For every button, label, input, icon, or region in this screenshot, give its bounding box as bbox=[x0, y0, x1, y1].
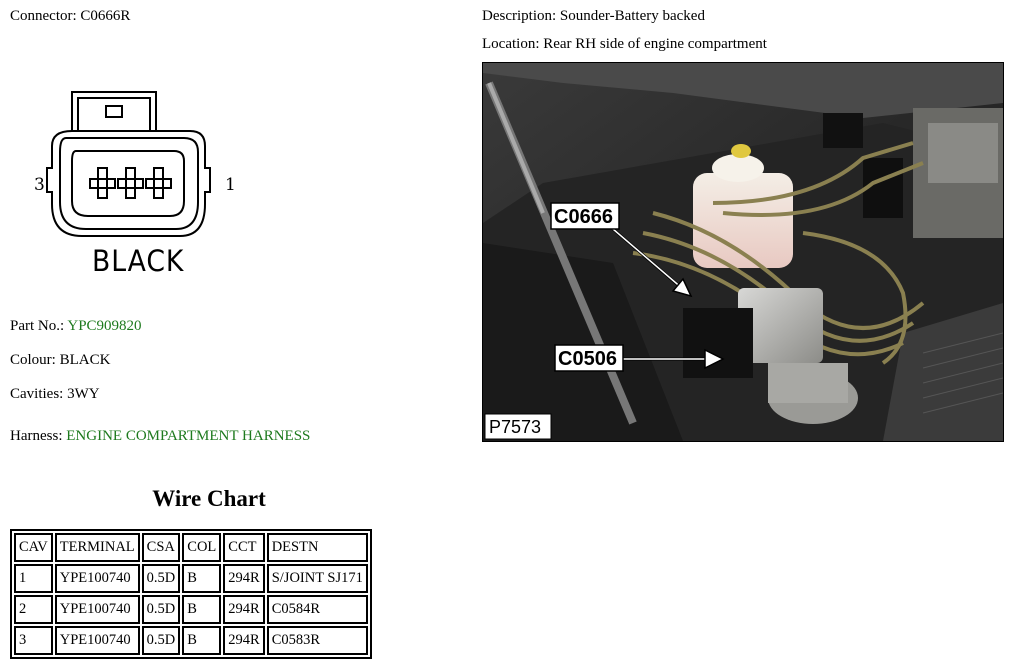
engine-compartment-photo bbox=[482, 62, 1004, 442]
cell-terminal: YPE100740 bbox=[55, 564, 140, 593]
colour-line bbox=[10, 352, 110, 369]
header-cct: CCT bbox=[223, 533, 264, 562]
description-value: Sounder-Battery backed bbox=[559, 8, 705, 24]
wire-chart-title: Wire Chart bbox=[152, 486, 266, 511]
photo-ref-label: P7573 bbox=[489, 417, 542, 437]
callout-c0506: C0506 bbox=[558, 348, 617, 370]
wire-chart-table bbox=[10, 529, 372, 659]
part-no-label: Part No.: bbox=[10, 318, 65, 334]
cell-col: B bbox=[182, 595, 221, 624]
header-cav: CAV bbox=[14, 533, 53, 562]
header-csa: CSA bbox=[142, 533, 181, 562]
connector-line bbox=[10, 8, 130, 25]
photo-illustration bbox=[483, 63, 1003, 441]
pin-3-label: 3 bbox=[34, 175, 45, 195]
header-terminal: TERMINAL bbox=[55, 533, 140, 562]
cell-cct: 294R bbox=[223, 595, 264, 624]
description-label: Description: bbox=[482, 8, 557, 24]
connector-color-label: BLACK bbox=[92, 244, 185, 278]
table-header-row bbox=[14, 533, 368, 562]
header-destn: DESTN bbox=[267, 533, 368, 562]
cell-terminal: YPE100740 bbox=[55, 595, 140, 624]
cell-col: B bbox=[182, 564, 221, 593]
cell-destn: S/JOINT SJ171 bbox=[267, 564, 368, 593]
location-value: Rear RH side of engine compartment bbox=[543, 36, 767, 52]
cell-csa: 0.5D bbox=[142, 595, 181, 624]
cavities-label: Cavities: bbox=[10, 386, 64, 402]
location-line bbox=[482, 36, 767, 53]
callout-c0666: C0666 bbox=[554, 206, 613, 228]
connector-value: C0666R bbox=[80, 8, 131, 24]
header-col: COL bbox=[182, 533, 221, 562]
harness-label: Harness: bbox=[10, 428, 63, 444]
location-label: Location: bbox=[482, 36, 540, 52]
cell-col: B bbox=[182, 626, 221, 655]
cavities-line bbox=[10, 386, 100, 403]
cell-csa: 0.5D bbox=[142, 564, 181, 593]
cell-csa: 0.5D bbox=[142, 626, 181, 655]
table-row bbox=[14, 595, 368, 624]
cell-terminal: YPE100740 bbox=[55, 626, 140, 655]
cell-cav: 2 bbox=[14, 595, 53, 624]
cell-cav: 3 bbox=[14, 626, 53, 655]
cell-destn: C0584R bbox=[267, 595, 368, 624]
part-no-value: YPC909820 bbox=[67, 318, 142, 334]
connector-label: Connector: bbox=[10, 8, 77, 24]
colour-value: BLACK bbox=[59, 352, 111, 368]
cell-cct: 294R bbox=[223, 626, 264, 655]
cell-cav: 1 bbox=[14, 564, 53, 593]
harness-value: ENGINE COMPARTMENT HARNESS bbox=[66, 428, 311, 444]
cell-cct: 294R bbox=[223, 564, 264, 593]
table-row bbox=[14, 564, 368, 593]
colour-label: Colour: bbox=[10, 352, 56, 368]
cavities-value: 3WY bbox=[67, 386, 100, 402]
harness-line bbox=[10, 428, 310, 445]
part-no-line bbox=[10, 318, 142, 335]
table-row bbox=[14, 626, 368, 655]
pin-1-label: 1 bbox=[225, 175, 236, 195]
description-line bbox=[482, 8, 705, 25]
cell-destn: C0583R bbox=[267, 626, 368, 655]
